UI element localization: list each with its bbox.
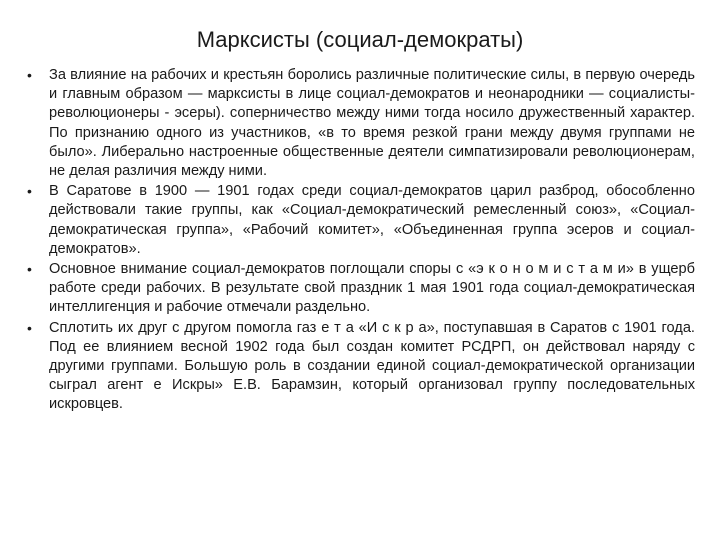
bullet-dot-icon: • [27, 319, 32, 336]
bullet-dot-icon: • [27, 183, 32, 200]
bullet-text: В Саратове в 1900 — 1901 годах среди социал-демократов царил разброд, обособленно действовали такие группы, как «Социал-демократический ремесленный союз», «Социал-демократическая группа», «Рабочий комитет», «Объединенная группа эсеров и социал-демократов». [49, 183, 695, 257]
bullet-item [27, 319, 695, 415]
bullet-dot-icon: • [27, 261, 32, 278]
bullet-item [27, 66, 695, 181]
bullet-text: Сплотить их друг с другом помогла газ е т а «И с к р а», поступавшая в Саратов с 1901 года. Под ее влиянием весной 1902 года был создан комитет РСДРП, он действовал наряду с другими группами. Большую роль в создании единой социал-демократической организации сыграл агент е Искры» Е.В. Барамзин, который организовал группу последовательных искровцев. [49, 319, 695, 413]
bullet-text: Основное внимание социал-демократов поглощали споры с «э к о н о м и с т а м и» в ущерб работе среди рабочих. В результате свой праздник 1 мая 1901 года социал-демократическая интеллигенция и рабочие отмечали раздельно. [49, 261, 695, 316]
bullet-list [27, 66, 695, 416]
slide-title: Марксисты (социал-демократы) [196, 27, 524, 52]
bullet-item [27, 260, 695, 318]
bullet-text: За влияние на рабочих и крестьян боролись различные политические силы, в первую очередь и главным образом — марксисты в лице социал-демократов и неонародники — социалисты-революционеры - эсеры). соперничество между ними тогда носило дружественный характер. По признанию одного из участников, «в то время резкой грани между двумя группами не было». Либерально настроенные общественные деятели симпатизировали революционерам, не делая различия между ними. [49, 67, 695, 180]
bullet-dot-icon: • [27, 67, 32, 83]
bullet-item [27, 182, 695, 259]
